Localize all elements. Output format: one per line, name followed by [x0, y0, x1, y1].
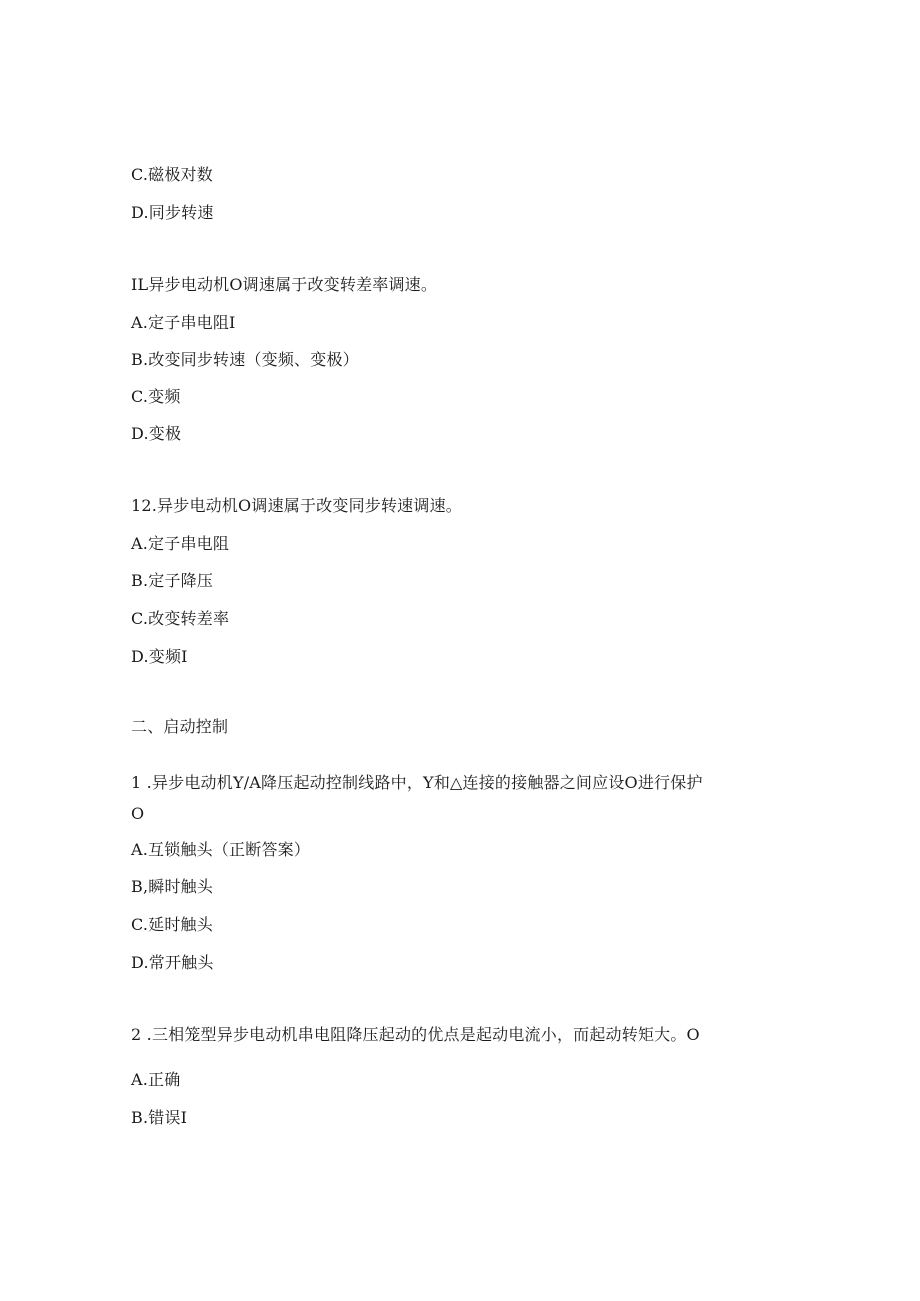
question-1: 1 .异步电动机Y/A降压起动控制线路中，Y和△连接的接触器之间应设O进行保护 — [131, 773, 703, 792]
q12-option-d: D.变频I — [131, 647, 188, 666]
q2-option-b: B.错误I — [131, 1108, 188, 1127]
q12-option-c: C.改变转差率 — [131, 609, 230, 628]
q11-option-a: A.定子串电阻I — [131, 313, 236, 332]
question-1-continuation: O — [131, 804, 145, 823]
question-12: 12.异步电动机O调速属于改变同步转速调速。 — [131, 496, 462, 515]
question-11: IL异步电动机O调速属于改变转差率调速。 — [131, 275, 438, 294]
option-d-sync-speed: D.同步转速 — [131, 203, 214, 222]
q1-option-c: C.延时触头 — [131, 915, 213, 934]
section-heading-start-control: 二、启动控制 — [131, 717, 229, 736]
q12-option-a: A.定子串电阻 — [131, 534, 230, 553]
q11-option-d: D.变极 — [131, 424, 182, 443]
option-c-magnetic-poles: C.磁极对数 — [131, 165, 213, 184]
q1-option-a: A.互锁触头（正断答案） — [131, 840, 311, 859]
q2-option-a: A.正确 — [131, 1070, 181, 1089]
q12-option-b: B.定子降压 — [131, 571, 214, 590]
q11-option-b: B.改变同步转速（变频、变极） — [131, 350, 359, 369]
q1-option-b: B,瞬时触头 — [131, 877, 214, 896]
q11-option-c: C.变频 — [131, 387, 181, 406]
question-2: 2 .三相笼型异步电动机串电阻降压起动的优点是起动电流小，而起动转矩大。O — [131, 1025, 700, 1044]
q1-option-d: D.常开触头 — [131, 953, 214, 972]
